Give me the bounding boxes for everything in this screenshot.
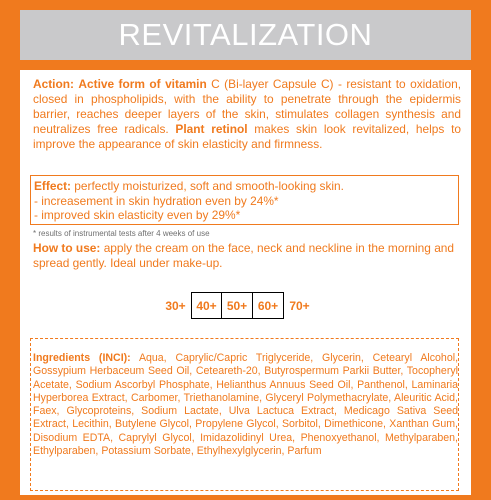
age-50-selected: 50+: [222, 292, 253, 319]
title-banner: [20, 10, 471, 60]
age-scale: [160, 292, 315, 319]
age-40-selected: 40+: [191, 292, 222, 319]
age-70: 70+: [289, 298, 310, 313]
action-highlight-retinol: Plant retinol: [175, 122, 248, 136]
action-label: Action:: [33, 77, 74, 91]
effect-line-2: - increasement in skin hydration even by 24%*: [34, 193, 279, 208]
howto-label: How to use:: [33, 241, 101, 255]
action-text-2: makes skin look revitalized, helps to improve the appearance of skin elasticity and firmness.: [33, 122, 461, 151]
ingredients-paragraph: [33, 352, 458, 458]
age-60-selected: 60+: [253, 292, 284, 319]
ingredients-text: Aqua, Caprylic/Capric Triglyceride, Glycerin, Cetearyl Alcohol, Gossypium Herbaceum Seed Oil, Ceteareth-20, Butyrospermum Parkii Butter, Tocopheryl Acetate, Sodium Ascorbyl Phosphate, Helianthus Annuus Seed Oil, Panthenol, Laminaria Hyperborea Extract, Carbomer, Triethanolamine, Glyceryl Polymethacrylate, Aleuritic Acid, Faex, Glycoproteins, Sodium Lactate, Ulva Lactuca Extract, Medicago Sativa Seed Extract, Lecithin, Butylene Glycol, Propylene Glycol, Sorbitol, Dimethicone, Xanthan Gum, Disodium EDTA, Caprylyl Glycol, Imidazolidinyl Urea, Phenoxyethanol, Methylparaben, Ethylparaben, Potassium Sorbate, Ethylhexylglycerin, Parfum: [33, 352, 459, 458]
action-text: C (Bi-layer Capsule C) - resistant to oxidation, closed in phospholipids, with the ability to penetrate through the epidermis barrier, reaches deeper layers of the skin, stimulates collagen synthesis and neutralizes free radicals.: [33, 77, 461, 136]
action-paragraph: [33, 77, 461, 152]
effect-label: Effect:: [34, 179, 71, 193]
effect-line-3: - improved skin elasticity even by 29%*: [34, 208, 241, 222]
product-title: REVITALIZATION: [118, 17, 373, 52]
effect-box: [30, 175, 459, 225]
test-note: * results of instrumental tests after 4 weeks of use: [33, 229, 210, 238]
effect-text: perfectly moisturized, soft and smooth-looking skin.: [71, 179, 344, 193]
howto-text: apply the cream on the face, neck and neckline in the morning and spread gently. Ideal under make-up.: [33, 241, 455, 270]
effect-line-1: [34, 179, 455, 194]
description-panel: [20, 70, 471, 495]
howto-paragraph: [33, 241, 461, 271]
ingredients-label: Ingredients (INCI):: [33, 352, 131, 364]
age-30: 30+: [165, 298, 186, 313]
action-highlight: Active form of vitamin: [78, 77, 207, 91]
